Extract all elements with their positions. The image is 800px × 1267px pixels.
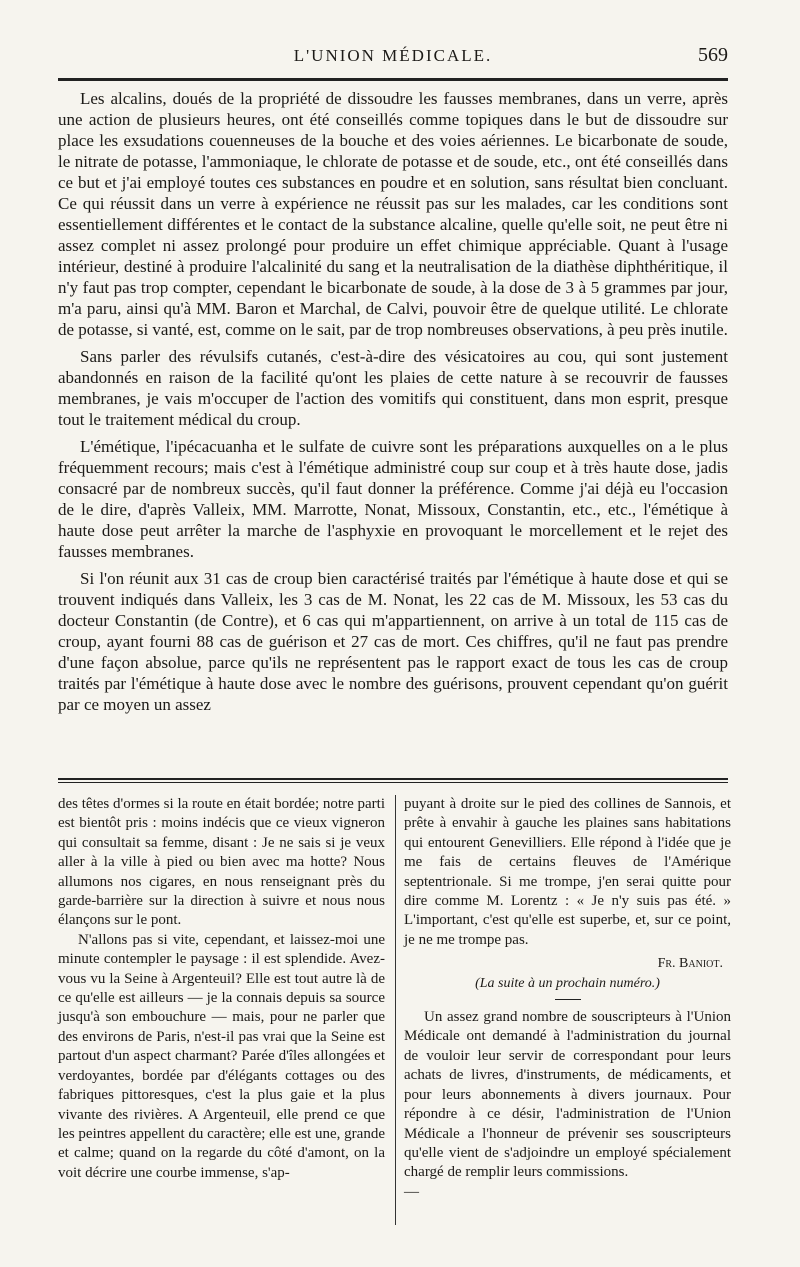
paragraph: Sans parler des révulsifs cutanés, c'est-à-dire des vésicatoires au cou, qui sont justement abandonnés en raison de la facilité qu'ont les plaies de cette nature à se recouvrir de fausses membranes, je vais m'occuper de l'action des vomitifs qui constituent, dans mon esprit, presque tout le traitement médical du croup. [58, 347, 728, 429]
end-dash: — [404, 1183, 419, 1200]
feuilleton-separator [58, 778, 728, 783]
paragraph: L'émétique, l'ipécacuanha et le sulfate de cuivre sont les préparations auxquelles on a le plus fréquemment recours; mais c'est à l'émétique administré coup sur coup et à très haute dose, jadis consacré par de nombreux succès, qu'il faut donner la préférence. Comme j'ai déjà eu l'occasion de le dire, d'après Valleix, MM. Marrotte, Nonat, Missoux, Constantin, etc., etc., l'émétique à haute dose peut arrêter la marche de l'asphyxie en provoquant le morcellement et le rejet des fausses membranes. [58, 437, 728, 561]
page-header [58, 44, 728, 72]
main-article [58, 88, 728, 715]
feuilleton-left-column [58, 795, 385, 1183]
header-rule [58, 78, 728, 81]
running-title: L'UNION MÉDICALE. [293, 46, 493, 65]
page-number: 569 [698, 44, 728, 66]
author-signature: Fr. Baniot. [657, 956, 723, 972]
continuation-note: (La suite à un prochain numéro.) [475, 975, 660, 991]
feuilleton-paragraph: N'allons pas si vite, cependant, et laissez-moi une minute contempler le paysage : il est splendide. Avez-vous vu la Seine à Argenteuil? Elle est tout autre là de ce qu'elle est ailleurs — je la connais depuis sa source jusqu'à son embouchure — mais, pour ne parler que des environs de Paris, n'est-il pas vrai que la Seine est partout d'un aspect charmant? Parée d'îles allongées et verdoyantes, bordée par d'élégants cottages ou des fabriques pittoresques, c'est la plus gaie et la plus vivante des rivières. A Argenteuil, elle prend ce que les peintres appellent du caractère; elle est une, grande et calme; quand on la regarde du côté d'amont, on la voit décrire une courbe immense, s'ap- [58, 931, 385, 1181]
short-rule [555, 999, 581, 1000]
column-divider [395, 795, 396, 1225]
paragraph: Si l'on réunit aux 31 cas de croup bien caractérisé traités par l'émétique à haute dose et qui se trouvent indiqués dans Valleix, les 3 cas de M. Nonat, les 22 cas de M. Missoux, les 53 cas du docteur Constantin (de Contre), et 6 cas qui m'appartiennent, on arrive à un total de 115 cas de croup, ayant fourni 88 cas de guérison et 27 cas de mort. Ces chiffres, qu'il ne faut pas prendre d'une façon absolue, parce qu'ils ne représentent pas le rapport exact de tous les cas de croup traités par l'émétique à haute dose avec le nombre des guérisons, prouvent cependant qu'on guérit par ce moyen un assez [58, 569, 728, 714]
administration-notice: Un assez grand nombre de souscripteurs à l'Union Médicale ont demandé à l'administration du journal de vouloir leur servir de correspondant pour leurs achats de livres, d'instruments, de médicaments, et pour leurs abonnements à divers journaux. Pour répondre à ce désir, l'administration de l'Union Médicale a l'honneur de prévenir ses souscripteurs qu'elle vient de s'adjoindre un employé spécialement chargé de remplir leurs commissions. [404, 1009, 731, 1181]
feuilleton-paragraph: puyant à droite sur le pied des collines de Sannois, et prête à envahir à gauche les plaines sans habitations qui entourent Genevilliers. Elle répond à l'idée que je me fais de certains fleuves de l'Amérique septentrionale. Si me trompe, j'en serai quitte pour dire comme M. Lorentz : « Je n'y suis pas été. » L'important, c'est qu'elle est superbe, et, sur ce point, je ne me trompe pas. [404, 796, 731, 948]
feuilleton-right-column [404, 795, 731, 1202]
feuilleton-paragraph: des têtes d'ormes si la route en était bordée; notre parti est bientôt pris : moins indécis que ce vieux vigneron qui consultait sa femme, disant : Je ne sais si je veux aller à la ville à pied ou bien avec ma hotte? Nous allumons nos cigares, en nous renseignant près du garde-barrière sur la direction à suivre et nous nous élançons sur le pont. [58, 796, 385, 929]
paragraph: Les alcalins, doués de la propriété de dissoudre les fausses membranes, dans un verre, après une action de plusieurs heures, ont été conseillés comme topiques dans le but de dissoudre sur place les exsudations couenneuses de la bouche et des voies aériennes. Le bicarbonate de soude, le nitrate de potasse, l'ammoniaque, le chlorate de potasse et de soude, etc., ont été conseillés dans ce but et j'ai employé toutes ces substances en poudre et en solution, sans résultat bien concluant. Ce qui réussit dans un verre à expérience ne réussit pas sur les malades, car les conditions sont essentiellement différentes et le contact de la substance alcaline, quelle qu'elle soit, ne peut être ni assez complet ni assez prolongé pour produire un effet chimique appréciable. Quant à l'usage intérieur, destiné à produire l'alcalinité du sang et la neutralisation de la diathèse diphthéritique, il n'y faut pas trop compter, cependant le bicarbonate de soude, à la dose de 3 à 5 grammes par jour, m'a paru, ainsi qu'à MM. Baron et Marchal, de Calvi, pouvoir être de quelque utilité. Le chlorate de potasse, si vanté, est, comme on le sait, par de trop nombreuses observations, à peu près inutile. [58, 89, 728, 339]
